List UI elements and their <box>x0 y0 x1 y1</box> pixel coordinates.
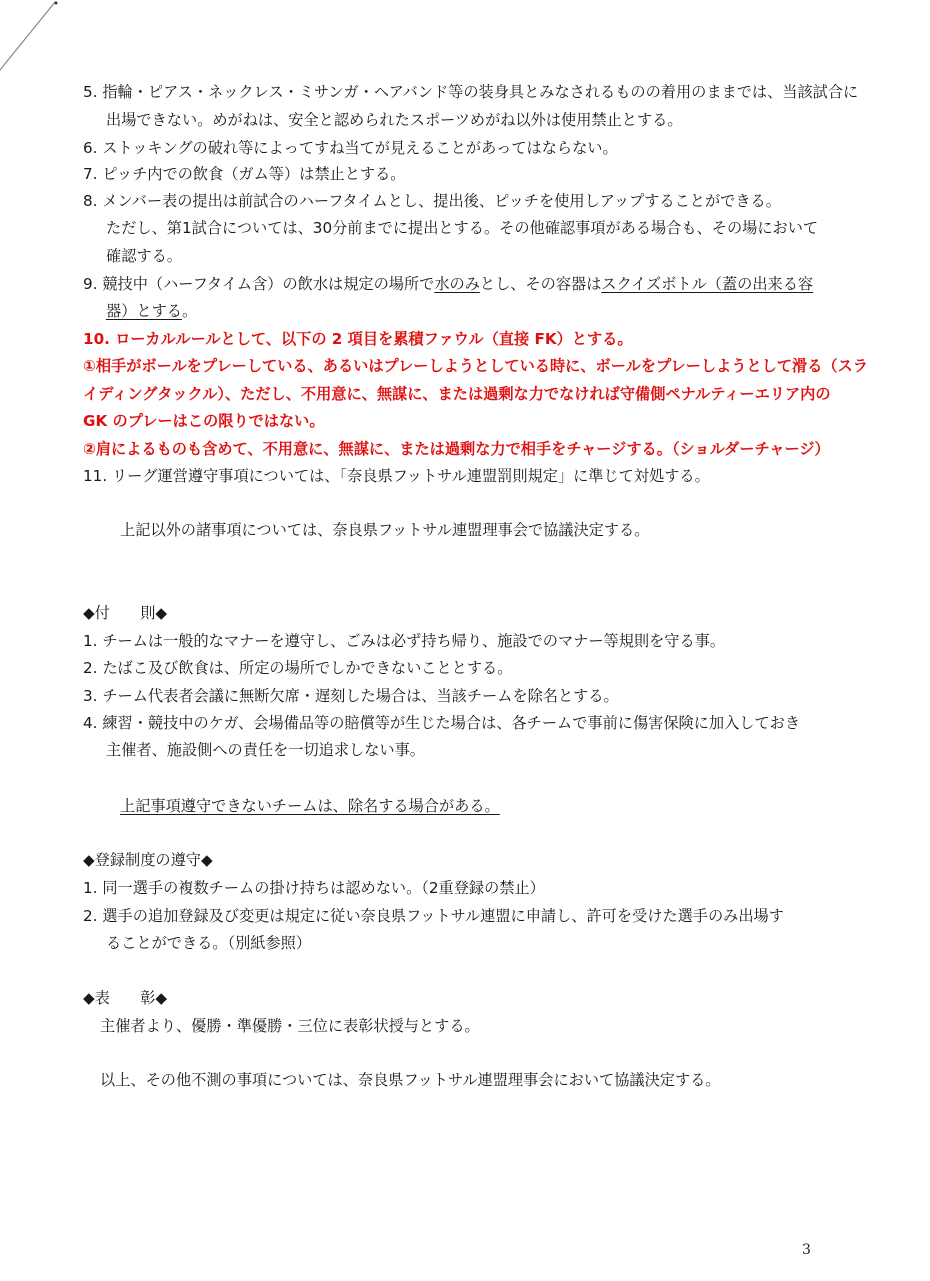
awards-text: 主催者より、優勝・準優勝・三位に表彰状授与とする。 <box>100 1017 480 1035</box>
rule-9-container: 器）とする <box>106 302 182 320</box>
rule-10-item-1-line-1: ①相手がボールをプレーしている、あるいはプレーしようとしている時に、ボールをプレーしようとして滑る（スラ <box>83 357 868 375</box>
supplementary-heading: ◆付 則◆ <box>83 604 168 622</box>
rule-9-water-only: 水のみ <box>434 275 480 293</box>
registration-heading: ◆登録制度の遵守◆ <box>83 851 213 869</box>
rule-10-item-2: ②肩によるものも含めて、不用意に、無謀に、または過剰な力で相手をチャージする。（ショルダーチャージ） <box>83 440 830 458</box>
rule-8-line-2: ただし、第1試合については、30分前までに提出とする。その他確認事項がある場合も、その場において <box>106 219 819 237</box>
rule-9-period: 。 <box>181 302 198 320</box>
rules-closing: 上記以外の諸事項については、奈良県フットサル連盟理事会で協議決定する。 <box>120 521 650 539</box>
registration-item-1: 1. 同一選手の複数チームの掛け持ちは認めない。（2重登録の禁止） <box>83 879 545 897</box>
supplementary-item-2: 2. たばこ及び飲食は、所定の場所でしかできないこととする。 <box>83 659 513 677</box>
rule-10-heading: 10. ローカルルールとして、以下の 2 項目を累積ファウル（直接 FK）とする。 <box>83 330 633 348</box>
rule-9-line-1 <box>83 274 813 294</box>
supplementary-item-3: 3. チーム代表者会議に無断欠席・遅刻した場合は、当該チームを除名とする。 <box>83 687 619 705</box>
supplementary-item-1: 1. チームは一般的なマナーを遵守し、ごみは必ず持ち帰り、施設でのマナー等規則を守る事。 <box>83 632 726 650</box>
rule-11: 11. リーグ運営遵守事項については、「奈良県フットサル連盟罰則規定」に準じて対処する。 <box>83 467 710 485</box>
registration-item-2-line-2: ることができる。（別紙参照） <box>106 934 312 952</box>
rule-9-squeeze-bottle: スクイズボトル（蓋の出来る容 <box>601 275 814 293</box>
supplementary-note: 上記事項遵守できないチームは、除名する場合がある。 <box>120 797 500 815</box>
registration-item-2-line-1: 2. 選手の追加登録及び変更は規定に従い奈良県フットサル連盟に申請し、許可を受けた選手のみ出場す <box>83 907 784 925</box>
rule-10-item-1-line-3: GK のプレーはこの限りではない。 <box>83 412 325 430</box>
page-number: 3 <box>802 1242 811 1258</box>
rule-9-line-2 <box>106 301 197 321</box>
rule-8-line-3: 確認する。 <box>106 247 182 265</box>
rule-6: 6. ストッキングの破れ等によってすね当てが見えることがあってはならない。 <box>83 139 618 157</box>
rule-7: 7. ピッチ内での飲食（ガム等）は禁止とする。 <box>83 165 406 183</box>
rule-10-item-1-line-2: イディングタックル）、ただし、不用意に、無謀に、または過剰な力でなければ守備側ペナルティーエリア内の <box>83 385 831 403</box>
rule-9-text: 9. 競技中（ハーフタイム含）の飲水は規定の場所で <box>83 275 435 293</box>
supplementary-item-4-line-2: 主催者、施設側への責任を一切追求しない事。 <box>106 741 425 759</box>
final-statement: 以上、その他不測の事項については、奈良県フットサル連盟理事会において協議決定する。 <box>100 1071 721 1089</box>
rule-8-line-1: 8. メンバー表の提出は前試合のハーフタイムとし、提出後、ピッチを使用しアップすることができる。 <box>83 192 781 210</box>
awards-heading: ◆表 彰◆ <box>83 989 168 1007</box>
rule-5-line-1: 5. 指輪・ピアス・ネックレス・ミサンガ・ヘアバンド等の装身具とみなされるものの着用のままでは、当該試合に <box>83 83 859 101</box>
supplementary-item-4-line-1: 4. 練習・競技中のケガ、会場備品等の賠償等が生じた場合は、各チームで事前に傷害保険に加入しておき <box>83 714 801 732</box>
rule-5-line-2: 出場できない。めがねは、安全と認められたスポーツめがね以外は使用禁止とする。 <box>106 111 683 129</box>
rule-9-text-mid: とし、その容器は <box>479 275 602 293</box>
folded-corner-mark <box>0 0 60 80</box>
